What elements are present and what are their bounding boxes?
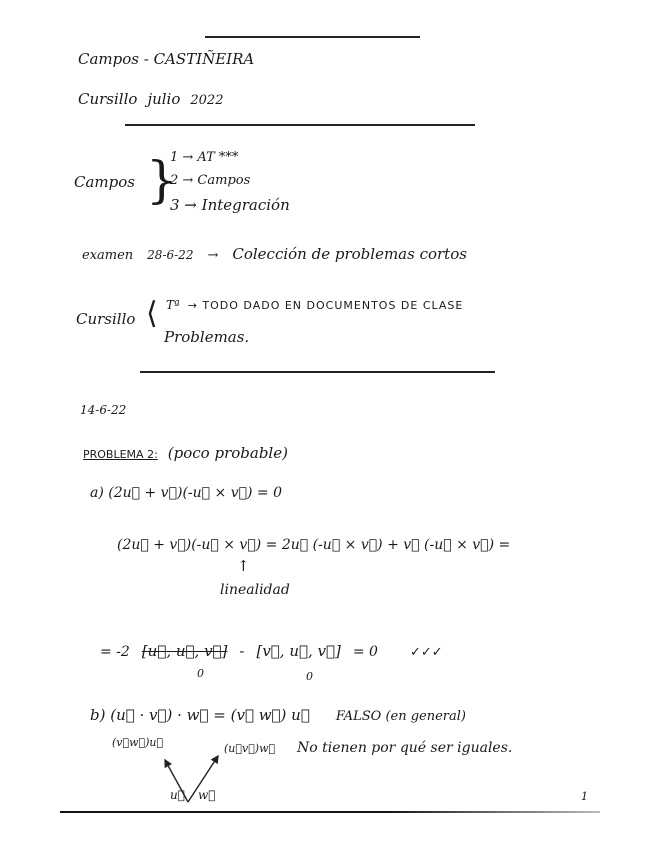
course-item-theory: → TODO DADO EN DOCUMENTOS DE CLASE	[187, 299, 464, 312]
divider	[125, 124, 475, 126]
syllabus-item: 1 → AT ***	[170, 150, 239, 165]
top-rule	[205, 36, 420, 38]
title-line: Campos - CASTIÑEIRA	[78, 50, 255, 68]
course-item-prefix: Tª	[166, 298, 180, 312]
zero-annotation: 0	[197, 667, 204, 680]
exam-label: examen	[82, 248, 134, 263]
page-number: 1	[581, 790, 588, 803]
part-b-verdict: FALSO (en general)	[335, 709, 466, 724]
exam-description: Colección de problemas cortos	[232, 245, 467, 263]
part-b-row	[90, 706, 466, 724]
zero-annotation: 0	[306, 670, 313, 683]
exam-date: 28-6-22	[147, 248, 194, 262]
part-a-result-prefix: = -2	[100, 644, 130, 660]
part-b-statement: b) (u⃗ · v⃗) · w⃗ = (v⃗ w⃗) u⃗	[90, 706, 310, 724]
diagram-label-right: (u⃗v⃗)w⃗	[224, 742, 276, 755]
course-theory-row	[166, 298, 463, 312]
subtitle-year: 2022	[190, 93, 224, 108]
part-a-minus: -	[239, 642, 245, 660]
syllabus-item: 3 → Integración	[170, 196, 290, 214]
subtitle-course: Cursillo	[78, 90, 138, 108]
problem-title-row	[83, 444, 288, 462]
session-date: 14-6-22	[80, 403, 127, 417]
subtitle-row	[78, 90, 223, 108]
diagram-label-w: w⃗	[198, 788, 216, 802]
arrow-up-icon: ↑	[237, 557, 250, 575]
check-marks: ✓✓✓	[409, 645, 443, 660]
part-a-result-suffix: = 0	[352, 644, 378, 660]
course-label: Cursillo	[76, 310, 136, 328]
problem-title: PROBLEMA 2:	[83, 448, 158, 461]
subtitle-month: julio	[147, 90, 181, 108]
exam-row	[82, 245, 467, 263]
divider	[140, 371, 495, 373]
part-a-reason: linealidad	[220, 582, 290, 598]
diagram-label-left: (v⃗w⃗)u⃗	[112, 736, 164, 749]
part-b-explanation: No tienen por qué ser iguales.	[297, 740, 513, 756]
syllabus-item: 2 → Campos	[170, 173, 251, 188]
part-a-result-row	[100, 642, 443, 660]
syllabus-label: Campos	[74, 173, 135, 191]
part-a-expansion: (2u⃗ + v⃗)(-u⃗ × v⃗) = 2u⃗ (-u⃗ × v⃗) + v⃗ (-u⃗ × v⃗) =	[117, 537, 511, 553]
branch-mark: ⟨	[146, 296, 158, 331]
part-a-statement: a) (2u⃗ + v⃗)(-u⃗ × v⃗) = 0	[90, 485, 283, 501]
problem-note: (poco probable)	[167, 444, 288, 462]
exam-arrow: →	[207, 248, 219, 263]
part-a-bracket2: [v⃗, u⃗, v⃗]	[256, 642, 341, 660]
course-item-problems: Problemas.	[164, 328, 250, 346]
part-a-bracket1: [u⃗, u⃗, v⃗]	[141, 642, 228, 660]
diagram-label-u: u⃗	[170, 788, 185, 802]
bottom-rule	[60, 811, 600, 813]
brace: }	[146, 151, 178, 209]
